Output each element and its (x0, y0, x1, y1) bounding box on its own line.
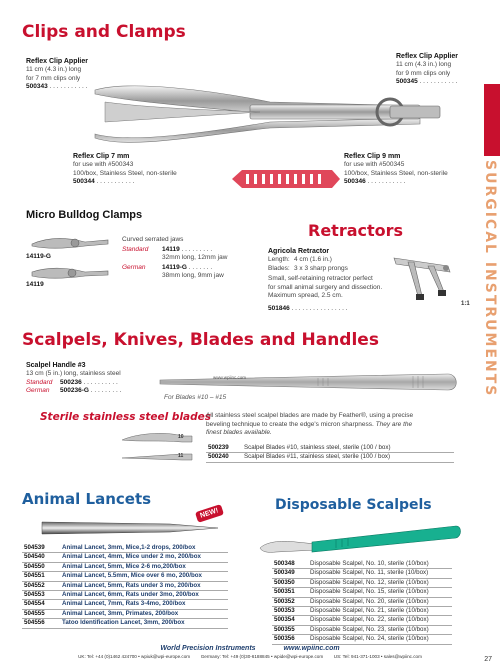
handle-info (26, 361, 121, 396)
retractor-length-label: Length: (268, 256, 290, 263)
retractors-title: Retractors (308, 221, 404, 240)
table-row (272, 569, 452, 578)
retractor-blades-value: 3 x 3 sharp prongs (294, 264, 348, 272)
handle-length: 13 cm (5 in.) long, stainless steel (26, 370, 121, 377)
row-desc: Animal Lancet, 4mm, Mice under 2 mo, 200/box (60, 553, 228, 562)
row-desc: Scalpel Blades #11, stainless steel, sterile (100 / box) (242, 453, 454, 462)
retractor-code: 501846 (268, 304, 290, 312)
lancet-image (40, 518, 222, 538)
row-desc: Disposable Scalpel, No. 22, sterile (10/box) (308, 616, 452, 625)
handle-std-label: Standard (26, 378, 53, 386)
table-row (272, 560, 452, 569)
bulldog-std-label: Standard (122, 245, 149, 253)
disposable-table (272, 560, 452, 645)
table-row (22, 562, 228, 571)
row-code: 500352 (272, 597, 308, 606)
row-desc: Animal Lancet, 5.5mm, Mice over 6 mo, 200/box (60, 572, 228, 581)
applier7-l2: for 7 mm clips only (26, 74, 81, 82)
clip-applier-image (90, 72, 450, 152)
blade10-label: 10 (178, 434, 184, 440)
category-label: SURGICAL INSTRUMENTS (482, 160, 498, 398)
applier9-code: 500345 (396, 78, 418, 85)
row-desc: Scalpel Blades #10, stainless steel, sterile (100 / box) (242, 444, 454, 453)
scalpels-title: Scalpels, Knives, Blades and Handles (22, 330, 379, 350)
page-number: 27 (484, 656, 492, 663)
clip7-l1: for use with #500343 (73, 161, 134, 168)
row-desc: Disposable Scalpel, No. 24, sterile (10/box) (308, 635, 452, 644)
table-row (206, 453, 454, 462)
lancets-title: Animal Lancets (22, 490, 152, 508)
handle-blades-for: For Blades #10 – #15 (164, 394, 227, 401)
row-desc: Disposable Scalpel, No. 15, sterile (10/box) (308, 588, 452, 597)
clip9-code: 500346 (344, 178, 366, 185)
bulldog-info (122, 236, 227, 281)
clip9-block (344, 152, 448, 187)
handle-brand: www.wpiinc.com (213, 375, 247, 380)
row-code: 500239 (206, 444, 242, 453)
table-row (272, 578, 452, 587)
retractor-name: Agricola Retractor (268, 248, 330, 255)
row-desc: Animal Lancet, 3mm, Primates, 200/box (60, 609, 228, 618)
leader-dots: . . . . . . . . . (88, 387, 122, 394)
bulldog-img1-label: 14119-G (26, 253, 51, 260)
footer-us: US: Tel: 941-371-1003 • sales@wpiinc.com (333, 654, 422, 659)
bulldog-clamp-image-1 (30, 232, 110, 254)
applier7-name: Reflex Clip Applier (26, 58, 88, 65)
row-code: 500240 (206, 453, 242, 462)
sterile-desc-2: beveling technique to create the edge's micron sharpness. (206, 420, 376, 428)
table-row (22, 609, 228, 618)
page-footer (0, 645, 500, 669)
handle-name: Scalpel Handle #3 (26, 362, 86, 369)
applier7-block (26, 57, 88, 92)
row-desc: Animal Lancet, 6mm, Rats under 3mo, 200/box (60, 591, 228, 600)
retractor-image (388, 248, 470, 306)
leader-dots: . . . . . . . . . . . (47, 83, 88, 90)
retractor-desc-2: for small animal surgery and dissection. (268, 283, 383, 291)
leader-dots: . . . . . . . . . . . (365, 178, 406, 185)
row-desc: Disposable Scalpel, No. 20, sterile (10/box) (308, 597, 452, 606)
blade11-label: 11 (178, 453, 184, 459)
retractor-desc-1: Small, self-retaining retractor perfect (268, 275, 373, 282)
scalpel-handle-image (158, 370, 463, 396)
leader-dots: . . . . . . . (186, 263, 213, 271)
sterile-title: Sterile stainless steel blades (40, 411, 212, 423)
table-row (22, 619, 228, 628)
table-row (22, 591, 228, 600)
retractor-info (268, 247, 408, 313)
row-code: 500356 (272, 635, 308, 644)
clip-strip-image (232, 168, 342, 190)
row-desc: Animal Lancet, 5mm, Mice 2-6 mo,200/box (60, 562, 228, 571)
footer-url: www.wpiinc.com (283, 645, 340, 652)
table-row (22, 581, 228, 590)
clip9-l1: for use with #500345 (344, 161, 405, 168)
row-code: 500353 (272, 607, 308, 616)
table-row (272, 625, 452, 634)
row-code: 504551 (22, 572, 60, 581)
row-desc: Disposable Scalpel, No. 21, sterile (10/box) (308, 607, 452, 616)
row-code: 504540 (22, 553, 60, 562)
table-row (22, 553, 228, 562)
applier9-name: Reflex Clip Applier (396, 53, 458, 60)
row-code: 500355 (272, 625, 308, 634)
applier9-l2: for 9 mm clips only (396, 69, 451, 77)
blades-table (206, 444, 454, 463)
retractor-blades-label: Blades: (268, 264, 290, 272)
row-desc: Animal Lancet, 3mm, Mice,1-2 drops, 200/box (60, 544, 228, 553)
leader-dots: . . . . . . . . . . . (417, 78, 458, 85)
table-row (22, 600, 228, 609)
clip7-code: 500344 (73, 178, 95, 185)
bulldog-desc: Curved serrated jaws (122, 236, 184, 243)
row-desc: Disposable Scalpel, No. 12, sterile (10/box) (308, 578, 452, 587)
leader-dots: . . . . . . . . . (179, 245, 213, 253)
sterile-desc-1: All stainless steel scalpel blades are made by Feather®, using a precise (206, 412, 414, 419)
bulldog-img2-label: 14119 (26, 281, 44, 288)
table-row (22, 572, 228, 581)
table-row (22, 544, 228, 553)
disposable-scalpel-image (256, 518, 464, 558)
row-code: 500350 (272, 578, 308, 587)
applier7-l1: 11 cm (4.3 in.) long (26, 66, 82, 73)
row-desc: Tatoo Identification Lancet, 3mm, 200/box (60, 619, 228, 628)
table-row (272, 607, 452, 616)
retractor-length-value: 4 cm (1.6 in.) (294, 256, 332, 263)
retractor-desc-3: Maximum spread, 2.5 cm. (268, 292, 343, 299)
leader-dots: . . . . . . . . . . (81, 378, 118, 386)
row-desc: Disposable Scalpel, No. 23, sterile (10/box) (308, 625, 452, 634)
bulldog-ger-code: 14119-G (162, 263, 187, 271)
row-code: 504553 (22, 591, 60, 600)
clip7-block (73, 152, 177, 187)
clip7-name: Reflex Clip 7 mm (73, 153, 130, 160)
sterile-desc (206, 412, 436, 438)
clips-title: Clips and Clamps (22, 22, 186, 42)
bulldog-ger-spec: 38mm long, 9mm jaw (162, 272, 224, 279)
clip9-l2: 100/box, Stainless Steel, non-sterile (344, 169, 448, 177)
footer-uk: UK: Tel: +44 (0)1462 424700 • wpiuk@wpi-europe.com (78, 654, 191, 659)
footer-company: World Precision Instruments (160, 645, 256, 652)
row-code: 504555 (22, 609, 60, 618)
table-row (272, 616, 452, 625)
row-desc: Disposable Scalpel, No. 11, sterile (10/box) (308, 569, 452, 578)
applier9-l1: 11 cm (4.3 in.) long (396, 61, 452, 68)
handle-std-code: 500236 (60, 378, 82, 386)
retractor-scale: 1:1 (461, 301, 470, 307)
bulldog-title: Micro Bulldog Clamps (26, 209, 143, 221)
applier7-code: 500343 (26, 83, 48, 90)
row-code: 500348 (272, 560, 308, 569)
row-desc: Animal Lancet, 5mm, Rats under 3 mo, 200/box (60, 581, 228, 590)
blades-image (120, 430, 202, 468)
handle-ger-code: 500236-G (60, 387, 89, 394)
disposable-title: Disposable Scalpels (275, 497, 432, 513)
handle-ger-label: German (26, 387, 50, 394)
row-code: 500351 (272, 588, 308, 597)
row-desc: Disposable Scalpel, No. 10, sterile (10/box) (308, 560, 452, 569)
row-code: 504554 (22, 600, 60, 609)
sterile-desc-3: finest blades available. (206, 429, 272, 436)
lancets-table (22, 544, 228, 629)
row-code: 500354 (272, 616, 308, 625)
table-row (206, 444, 454, 453)
table-row (272, 635, 452, 644)
row-desc: Animal Lancet, 7mm, Rats 3-4mo, 200/box (60, 600, 228, 609)
leader-dots: . . . . . . . . . . . (94, 178, 135, 185)
clip9-name: Reflex Clip 9 mm (344, 153, 401, 160)
clip7-l2: 100/box, Stainless Steel, non-sterile (73, 169, 177, 177)
footer-germany: Germany: Tel: +49 (0)30-6188845 • wpide@wpi-europe.com (200, 654, 324, 659)
table-row (272, 597, 452, 606)
row-code: 504552 (22, 581, 60, 590)
bulldog-ger-label: German (122, 263, 146, 271)
table-row (272, 588, 452, 597)
row-code: 500349 (272, 569, 308, 578)
bulldog-std-spec: 32mm long, 12mm jaw (162, 254, 228, 261)
section-tab (484, 84, 500, 156)
row-code: 504550 (22, 562, 60, 571)
leader-dots: . . . . . . . . . . . . . . . . (291, 304, 348, 312)
row-code: 504556 (22, 619, 60, 628)
new-badge: NEW! (195, 504, 224, 523)
row-code: 504539 (22, 544, 60, 553)
bulldog-std-code: 14119 (162, 245, 180, 253)
sterile-desc-2-italic: They are the (375, 420, 413, 428)
